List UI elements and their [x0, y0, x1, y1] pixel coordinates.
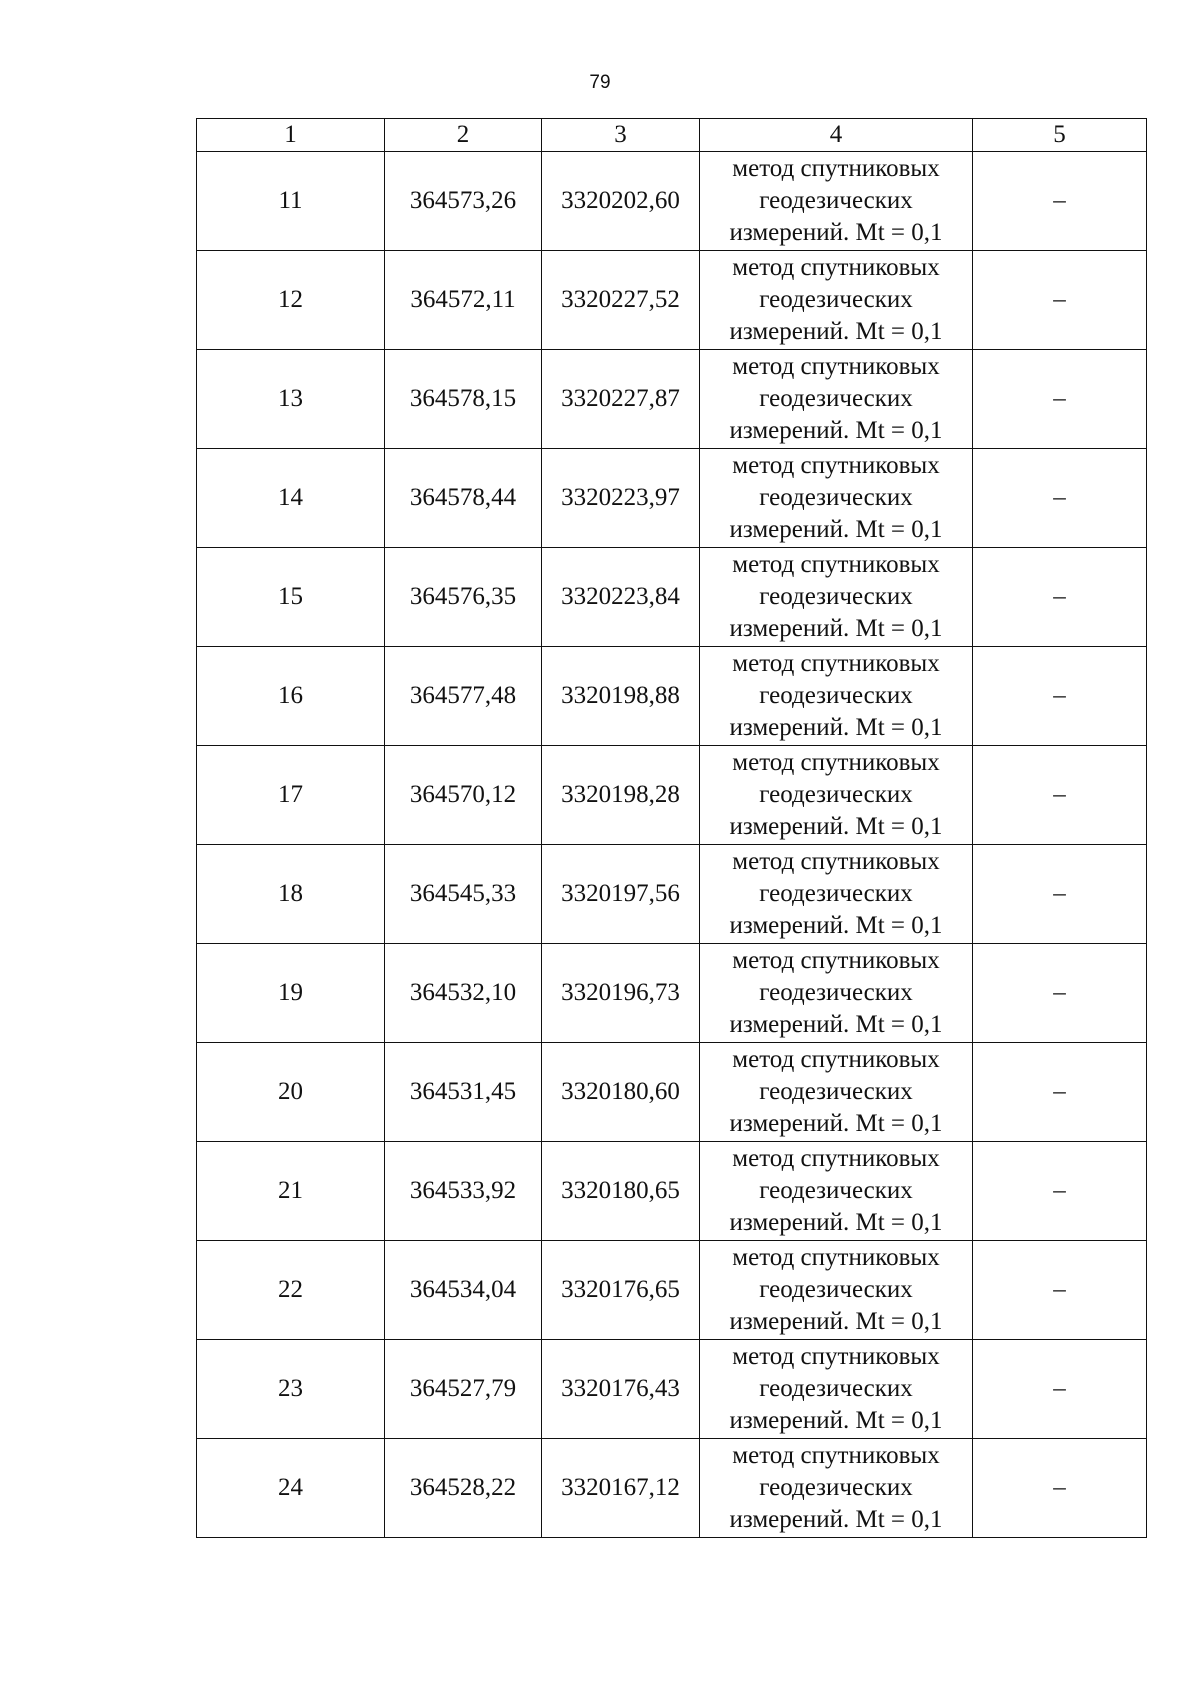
column-header: 3: [542, 119, 700, 152]
table-row: [197, 944, 1147, 1043]
point-number-cell: 17: [197, 746, 385, 845]
method-cell: [700, 152, 973, 251]
x-coordinate-cell: 364534,04: [385, 1241, 542, 1340]
table-row: [197, 647, 1147, 746]
method-text-line: геодезических: [759, 1276, 913, 1303]
table-row: [197, 746, 1147, 845]
method-text-line: метод спутниковых: [732, 1046, 940, 1073]
method-text-line: геодезических: [759, 484, 913, 511]
table-row: [197, 1142, 1147, 1241]
method-text-line: измерений. Mt = 0,1: [729, 219, 943, 246]
method-text-line: измерений. Mt = 0,1: [729, 1110, 943, 1137]
method-text-line: метод спутниковых: [732, 848, 940, 875]
table-row: [197, 845, 1147, 944]
x-coordinate-cell: 364570,12: [385, 746, 542, 845]
y-coordinate-cell: 3320202,60: [542, 152, 700, 251]
x-coordinate-cell: 364528,22: [385, 1439, 542, 1538]
x-coordinate-cell: 364578,15: [385, 350, 542, 449]
empty-value-cell: –: [973, 449, 1147, 548]
method-text-line: геодезических: [759, 682, 913, 709]
x-coordinate-cell: 364573,26: [385, 152, 542, 251]
method-text-line: геодезических: [759, 1177, 913, 1204]
method-text-line: измерений. Mt = 0,1: [729, 417, 943, 444]
column-header: 2: [385, 119, 542, 152]
method-cell: [700, 251, 973, 350]
method-text-line: измерений. Mt = 0,1: [729, 912, 943, 939]
empty-value-cell: –: [973, 944, 1147, 1043]
column-header: 4: [700, 119, 973, 152]
method-text-line: метод спутниковых: [732, 1145, 940, 1172]
point-number-cell: 13: [197, 350, 385, 449]
method-text-line: измерений. Mt = 0,1: [729, 1011, 943, 1038]
table-header-row: [197, 119, 1147, 152]
method-cell: [700, 944, 973, 1043]
x-coordinate-cell: 364578,44: [385, 449, 542, 548]
method-text-line: измерений. Mt = 0,1: [729, 318, 943, 345]
method-text-line: геодезических: [759, 1474, 913, 1501]
y-coordinate-cell: 3320227,87: [542, 350, 700, 449]
y-coordinate-cell: 3320167,12: [542, 1439, 700, 1538]
column-header: 5: [973, 119, 1147, 152]
table-row: [197, 1043, 1147, 1142]
method-text-line: геодезических: [759, 880, 913, 907]
method-text-line: измерений. Mt = 0,1: [729, 615, 943, 642]
y-coordinate-cell: 3320198,88: [542, 647, 700, 746]
method-cell: [700, 449, 973, 548]
method-text-line: измерений. Mt = 0,1: [729, 516, 943, 543]
method-text-line: геодезических: [759, 1078, 913, 1105]
method-text-line: измерений. Mt = 0,1: [729, 1506, 943, 1533]
table-row: [197, 449, 1147, 548]
x-coordinate-cell: 364545,33: [385, 845, 542, 944]
empty-value-cell: –: [973, 1439, 1147, 1538]
y-coordinate-cell: 3320176,43: [542, 1340, 700, 1439]
method-cell: [700, 350, 973, 449]
point-number-cell: 21: [197, 1142, 385, 1241]
column-header: 1: [197, 119, 385, 152]
method-text-line: измерений. Mt = 0,1: [729, 1407, 943, 1434]
method-cell: [700, 746, 973, 845]
method-text-line: метод спутниковых: [732, 452, 940, 479]
table-row: [197, 1340, 1147, 1439]
point-number-cell: 16: [197, 647, 385, 746]
table-row: [197, 1241, 1147, 1340]
y-coordinate-cell: 3320176,65: [542, 1241, 700, 1340]
method-cell: [700, 1142, 973, 1241]
point-number-cell: 15: [197, 548, 385, 647]
method-text-line: геодезических: [759, 781, 913, 808]
y-coordinate-cell: 3320180,60: [542, 1043, 700, 1142]
y-coordinate-cell: 3320180,65: [542, 1142, 700, 1241]
empty-value-cell: –: [973, 152, 1147, 251]
empty-value-cell: –: [973, 1340, 1147, 1439]
method-cell: [700, 1340, 973, 1439]
y-coordinate-cell: 3320198,28: [542, 746, 700, 845]
point-number-cell: 19: [197, 944, 385, 1043]
y-coordinate-cell: 3320223,97: [542, 449, 700, 548]
method-text-line: метод спутниковых: [732, 155, 940, 182]
empty-value-cell: –: [973, 548, 1147, 647]
y-coordinate-cell: 3320197,56: [542, 845, 700, 944]
point-number-cell: 23: [197, 1340, 385, 1439]
method-text-line: метод спутниковых: [732, 551, 940, 578]
point-number-cell: 20: [197, 1043, 385, 1142]
method-text-line: геодезических: [759, 286, 913, 313]
table-row: [197, 350, 1147, 449]
empty-value-cell: –: [973, 1043, 1147, 1142]
empty-value-cell: –: [973, 746, 1147, 845]
method-text-line: метод спутниковых: [732, 1244, 940, 1271]
method-text-line: геодезических: [759, 1375, 913, 1402]
empty-value-cell: –: [973, 1241, 1147, 1340]
table-row: [197, 251, 1147, 350]
method-text-line: измерений. Mt = 0,1: [729, 1209, 943, 1236]
y-coordinate-cell: 3320223,84: [542, 548, 700, 647]
table-row: [197, 1439, 1147, 1538]
y-coordinate-cell: 3320196,73: [542, 944, 700, 1043]
point-number-cell: 22: [197, 1241, 385, 1340]
method-cell: [700, 845, 973, 944]
x-coordinate-cell: 364572,11: [385, 251, 542, 350]
table-body: [197, 152, 1147, 1538]
x-coordinate-cell: 364532,10: [385, 944, 542, 1043]
method-text-line: измерений. Mt = 0,1: [729, 714, 943, 741]
method-cell: [700, 548, 973, 647]
x-coordinate-cell: 364577,48: [385, 647, 542, 746]
method-text-line: геодезических: [759, 385, 913, 412]
method-text-line: измерений. Mt = 0,1: [729, 1308, 943, 1335]
method-cell: [700, 647, 973, 746]
point-number-cell: 14: [197, 449, 385, 548]
x-coordinate-cell: 364531,45: [385, 1043, 542, 1142]
method-text-line: метод спутниковых: [732, 650, 940, 677]
empty-value-cell: –: [973, 647, 1147, 746]
point-number-cell: 18: [197, 845, 385, 944]
page-number: 79: [589, 72, 611, 93]
point-number-cell: 24: [197, 1439, 385, 1538]
method-cell: [700, 1439, 973, 1538]
method-text-line: измерений. Mt = 0,1: [729, 813, 943, 840]
point-number-cell: 12: [197, 251, 385, 350]
method-text-line: метод спутниковых: [732, 353, 940, 380]
method-text-line: геодезических: [759, 979, 913, 1006]
y-coordinate-cell: 3320227,52: [542, 251, 700, 350]
method-text-line: геодезических: [759, 187, 913, 214]
method-text-line: метод спутниковых: [732, 1343, 940, 1370]
point-number-cell: 11: [197, 152, 385, 251]
coordinates-table: [196, 118, 1147, 1538]
method-cell: [700, 1241, 973, 1340]
method-text-line: метод спутниковых: [732, 1442, 940, 1469]
x-coordinate-cell: 364576,35: [385, 548, 542, 647]
table-row: [197, 548, 1147, 647]
method-text-line: геодезических: [759, 583, 913, 610]
empty-value-cell: –: [973, 1142, 1147, 1241]
table-row: [197, 152, 1147, 251]
method-text-line: метод спутниковых: [732, 947, 940, 974]
method-text-line: метод спутниковых: [732, 254, 940, 281]
empty-value-cell: –: [973, 251, 1147, 350]
x-coordinate-cell: 364527,79: [385, 1340, 542, 1439]
method-cell: [700, 1043, 973, 1142]
empty-value-cell: –: [973, 845, 1147, 944]
empty-value-cell: –: [973, 350, 1147, 449]
x-coordinate-cell: 364533,92: [385, 1142, 542, 1241]
method-text-line: метод спутниковых: [732, 749, 940, 776]
